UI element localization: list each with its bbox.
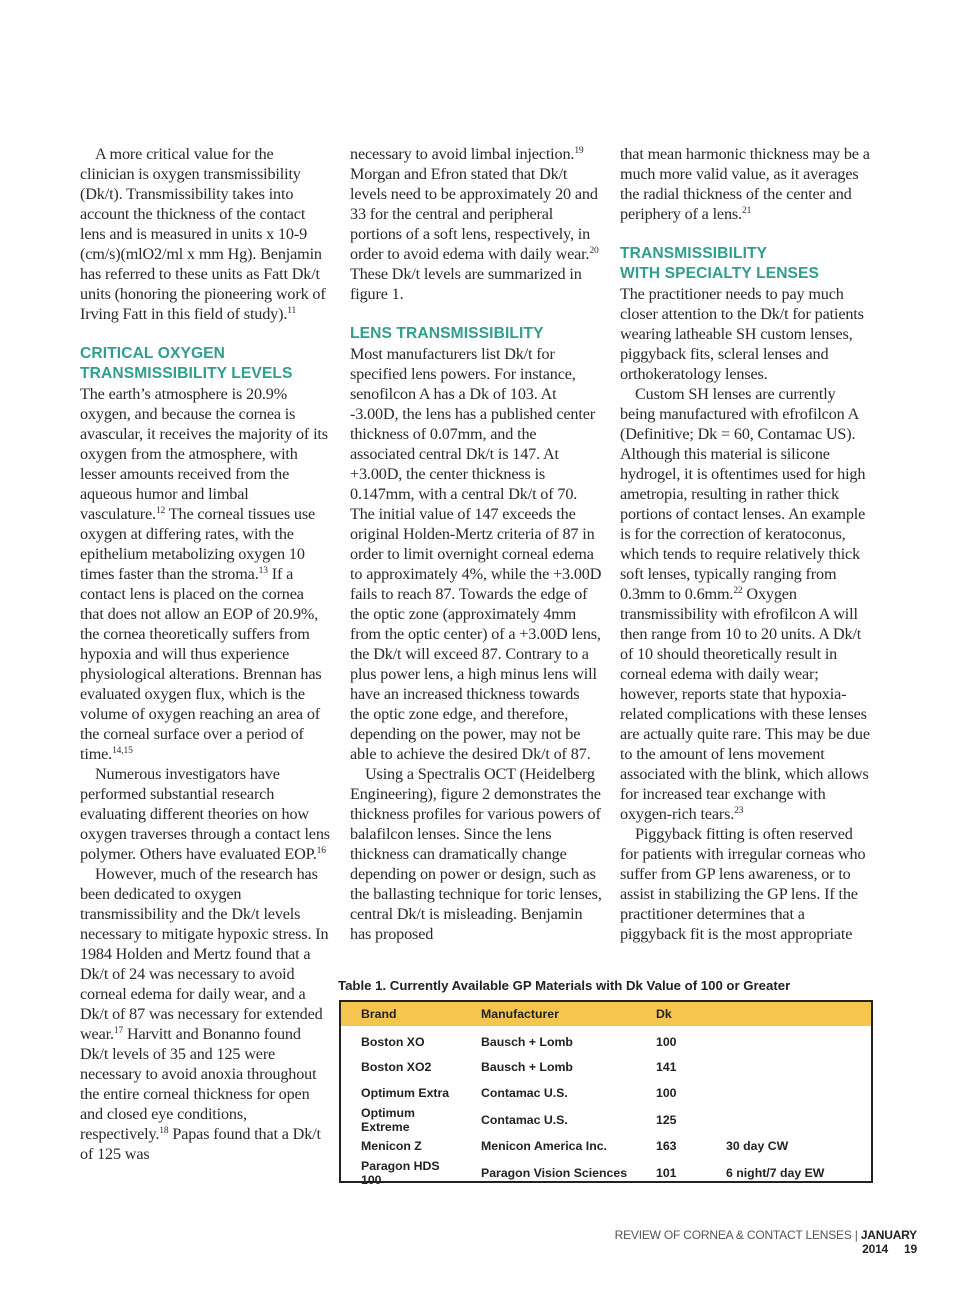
paragraph: Most manufacturers list Dk/t for specified lens powers. For instance, senofilcon A has a Dk of 103. At -3.00D, the lens has a published center thickness of 0.07mm, and the associated central Dk/t is 147. At +3.00D, the center thickness is 0.147mm, with a central Dk/t of 70. The initial value of 147 exceeds the original Holden-Mertz criteria of 87 in order to limit overnight corneal edema to approximately 4%, while the +3.00D fails to reach 87. Towards the edge of the optic zone (approximately 4mm from the optic center) of a +3.00D lens, the Dk/t will exceed 87. Contrary to a plus power lens, a high minus lens will have an increased thickness towards the optic zone edge, and therefore, depending on the power, may not be able to achieve the desired Dk/t of 87.: [350, 345, 602, 763]
table-cell: Bausch + Lomb: [481, 1060, 573, 1075]
paragraph: Piggyback fitting is often reserved for patients with irregular corneas who suffer from GP lens awareness, or to assist in stabilizing the GP lens. If the practitioner determines that a piggyback fit is the most appropriate: [620, 825, 866, 943]
table-row: [341, 1080, 871, 1106]
table-cell: Menicon Z: [361, 1139, 422, 1154]
page-number: 19: [904, 1242, 917, 1256]
table-header-cell: Manufacturer: [481, 1007, 559, 1021]
paragraph: that mean harmonic thickness may be a much more valid value, as it averages the radial thickness of the center and periphery of a lens.$^{21}$: [620, 145, 870, 223]
paragraph: A more critical value for the clinician is oxygen transmissibility (Dk/t). Transmissibility takes into account the thickness of the contact lens and is measured in units x 10-9 (cm/s)(mlO2/ml x mm Hg). Benjamin has referred to these units as Fatt Dk/t units (honoring the pioneering work of Irving Fatt in this field of study).$^{11}$: [80, 145, 326, 323]
table-cell: 30 day CW: [726, 1139, 789, 1154]
table-cell: [706, 1106, 871, 1134]
column-3: [620, 144, 870, 944]
paragraph: The earth’s atmosphere is 20.9% oxygen, and because the cornea is avascular, it receives the majority of its oxygen from the atmosphere, with lesser amounts received from the aqueous humor and limbal vasculature.$^{12}$ The corneal tissues use oxygen at differing rates, with the epithelium metabolizing oxygen 10 times faster than the stroma.$^{13}$ If a contact lens is placed on the cornea that does not allow an EOP of 20.9%, the cornea theoretically suffers from hypoxia and will thus experience physiological alterations. Brennan has evaluated oxygen flux, which is the volume of oxygen reaching an area of the corneal surface over a period of time.$^{14,15}$: [80, 385, 328, 763]
table-cell: 141: [656, 1060, 677, 1075]
table-cell: 125: [656, 1112, 677, 1127]
column-2: [350, 144, 602, 944]
table-caption: Table 1. Currently Available GP Materials with Dk Value of 100 or Greater: [338, 978, 791, 993]
column-1: [80, 144, 330, 1164]
table-row: [341, 1106, 871, 1134]
table-cell: [706, 1055, 871, 1081]
paragraph: Using a Spectralis OCT (Heidelberg Engineering), figure 2 demonstrates the thickness profiles for various powers of balafilcon lenses. Since the lens thickness can dramatically change depending on power or design, such as the ballasting technique for toric lenses, central Dk/t is misleading. Benjamin has proposed: [350, 765, 602, 943]
table-row: [341, 1055, 871, 1081]
publication-name: REVIEW OF CORNEA & CONTACT LENSES: [614, 1228, 852, 1242]
table-row: [341, 1159, 871, 1187]
table-cell: Optimum Extreme: [361, 1105, 415, 1134]
paragraph: necessary to avoid limbal injection.$^{19}$ Morgan and Efron stated that Dk/t levels need to be approximately 20 and 33 for the central and peripheral portions of a soft lens, respectively, in order to avoid edema with daily wear.$^{20}$ These Dk/t levels are summarized in figure 1.: [350, 145, 599, 303]
table-cell: [706, 1080, 871, 1106]
table-cell: Paragon HDS 100: [361, 1159, 440, 1187]
section-heading: LENS TRANSMISSIBILITY: [350, 325, 544, 342]
section-heading: TRANSMISSIBILITY WITH SPECIALTY LENSES: [620, 245, 820, 282]
table-cell: Boston XO2: [361, 1060, 432, 1075]
table-header-cell: Brand: [361, 1007, 397, 1021]
table-row: [341, 1026, 871, 1055]
table-cell: Contamac U.S.: [481, 1112, 568, 1127]
table-cell: 101: [656, 1166, 677, 1180]
table-cell: Optimum Extra: [361, 1085, 450, 1100]
table-cell: 163: [656, 1139, 677, 1154]
table-header-cell: [706, 1002, 871, 1026]
table-header-row: [341, 1002, 871, 1026]
table-row: [341, 1134, 871, 1160]
table-header-cell: Dk: [656, 1007, 672, 1021]
section-heading: CRITICAL OXYGEN TRANSMISSIBILITY LEVELS: [80, 345, 293, 382]
materials-table: [339, 1000, 873, 1187]
table-cell: Boston XO: [361, 1034, 425, 1049]
paragraph: The practitioner needs to pay much closer attention to the Dk/t for patients wearing latheable SH custom lenses, piggyback fits, scleral lenses and orthokeratology lenses.: [620, 285, 864, 383]
issue-date: JANUARY 2014: [860, 1228, 917, 1256]
table-cell: Bausch + Lomb: [481, 1034, 573, 1049]
table-cell: Contamac U.S.: [481, 1085, 568, 1100]
table-cell: 6 night/7 day EW: [726, 1166, 825, 1180]
paragraph: Numerous investigators have performed substantial research evaluating different theories on how oxygen traverses through a contact lens polymer. Others have evaluated EOP.$^{16}$: [80, 765, 330, 863]
paragraph: Custom SH lenses are currently being manufactured with efrofilcon A (Definitive; Dk = 60, Contamac US). Although this material is silicone hydrogel, it is oftentimes used for high ametropia, resulting in rather thick portions of contact lenses. An example is for the correction of keratoconus, which tends to require relatively thick soft lenses, typically ranging from 0.3mm to 0.6mm.$^{22}$ Oxygen transmissibility with efrofilcon A will then range from 10 to 20 units. A Dk/t of 10 should theoretically result in corneal edema with daily wear; however, reports state that hypoxia-related complications with these lenses are actually quite rare. This may be due to the amount of lens movement associated with the blink, which allows for increased tear exchange with oxygen-rich tears.$^{23}$: [620, 385, 870, 823]
table-cell: Menicon America Inc.: [481, 1139, 607, 1154]
table-cell: 100: [656, 1085, 677, 1100]
page-footer: [585, 1228, 917, 1256]
table-cell: 100: [656, 1034, 677, 1049]
paragraph: However, much of the research has been dedicated to oxygen transmissibility and the Dk/t levels necessary to mitigate hypoxic stress. In 1984 Holden and Mertz found that a Dk/t of 24 was necessary to avoid corneal edema for daily wear, and a Dk/t of 87 was necessary for extended wear.$^{17}$ Harvitt and Bonanno found Dk/t levels of 35 and 125 were necessary to avoid anoxia throughout the entire corneal thickness for open and closed eye conditions, respectively.$^{18}$ Papas found that a Dk/t of 125 was: [80, 865, 329, 1163]
table-cell: Paragon Vision Sciences: [481, 1166, 628, 1180]
footer-separator: |: [851, 1228, 861, 1242]
table-cell: [706, 1026, 871, 1055]
